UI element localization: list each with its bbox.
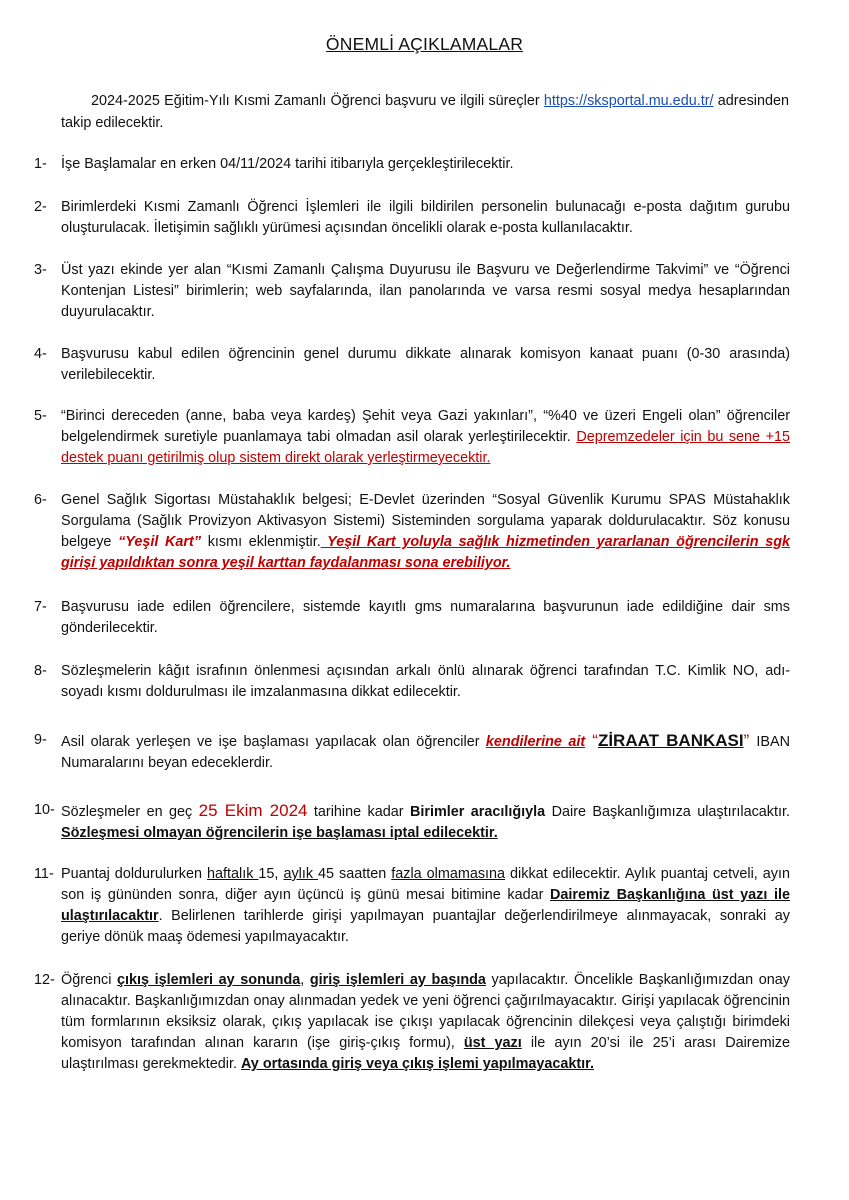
item-text: İşe Başlamalar en erken 04/11/2024 tarihi itibarıyla gerçekleştirilecektir. [61, 156, 514, 172]
list-item-11 [34, 864, 790, 948]
contract-warning: Sözleşmesi olmayan öğrencilerin işe başlaması iptal edilecektir. [61, 825, 498, 841]
list-item-8 [34, 661, 790, 703]
weekly-hours: 15, [258, 866, 284, 882]
list-item-9 [34, 730, 790, 774]
item-text-2: tarihine kadar [307, 804, 410, 820]
item-number: 6- [34, 492, 47, 508]
list-item-12 [34, 970, 790, 1075]
item-text: Puantaj doldurulurken [61, 866, 208, 882]
item-text: Genel Sağlık Sigortası Müstahaklık belgesi; E-Devlet üzerinden “Sosyal Güvenlik Kurumu SPAS Müstahaklık Sorgulama (Sağlık Provizyon Aktivasyon Sistemi) Sisteminden sorgulama yaparak doldurulacaktır. Söz konusu belgeye [61, 492, 790, 550]
item-text: Sözleşmeler en geç [61, 804, 199, 820]
quote-open: “ [585, 731, 598, 750]
item-number: 11- [34, 866, 54, 882]
item-number: 2- [34, 199, 47, 215]
list-item-7 [34, 597, 790, 639]
list-item-4 [34, 344, 790, 386]
item-number: 3- [34, 262, 47, 278]
item-text: Birimlerdeki Kısmi Zamanlı Öğrenci İşlemleri ile ilgili bildirilen personelin bulunacağı e-posta dağıtım gurubu oluşturulacak. İletişimin sağlıklı yürümesi açısından öncelikli olarak e-posta kullanılacaktır. [61, 199, 790, 236]
item-number: 1- [34, 156, 47, 172]
page-title: ÖNEMLİ AÇIKLAMALAR [325, 34, 524, 54]
submission-instruction: Dairemiz Başkanlığına üst yazı ile ulaştırılacaktır [61, 887, 790, 924]
intro-text: 2024-2025 Eğitim-Yılı Kısmi Zamanlı Öğrenci başvuru ve ilgili süreçler [91, 93, 544, 109]
item-text-2: kısmı eklenmiştir. [201, 534, 321, 550]
item-text-2: yapılacaktır. Öncelikle Başkanlığımızdan onay alınacaktır. Başkanlığımızdan onay alınmadan yedek ve yeni öğrenci çağırılmayacaktır. Girişi yapılacak öğrencinin tüm formlarının eksiksiz olarak, çıkış yapılacak ise çıkışı yapılacak öğrencinin dilekçesi veya çalıştığı birimdeki komisyon tarafından alınan kararın (işe giriş-çıkış formu), [61, 972, 790, 1051]
mid-month-warning: Ay ortasında giriş veya çıkış işlemi yapılmayacaktır. [240, 1056, 594, 1072]
item-text-3: ile ayın 20’si ile 25’i arası Dairemize ulaştırılması gerekmektedir. [61, 1035, 790, 1072]
list-item-6 [34, 490, 790, 574]
item-number: 4- [34, 346, 47, 362]
bank-name: ZİRAAT BANKASI [597, 731, 744, 750]
item-text: Öğrenci [61, 972, 118, 988]
entry-procedures: giriş işlemleri ay başında [309, 972, 486, 988]
list-item-3 [34, 260, 790, 323]
item-number: 8- [34, 663, 47, 679]
quote-close: ” [743, 731, 757, 750]
list-item-5 [34, 406, 790, 469]
green-card-note: Yeşil Kart yoluyla sağlık hizmetinden yararlanan öğrencilerin sgk girişi yapıldıktan sonra yeşil karttan faydalanması sona erebiliyor. [61, 534, 790, 571]
item-text: Üst yazı ekinde yer alan “Kısmi Zamanlı Çalışma Duyurusu ile Başvuru ve Değerlendirme Takvimi” ve “Öğrenci Kontenjan Listesi” birimlerin; web sayfalarında, ilan panolarında ve varsa resmi sosyal medya hesaplarından duyurulacaktır. [61, 262, 790, 320]
item-text: Başvurusu iade edilen öğrencilere, sistemde kayıtlı gms numaralarına başvurunun iade edildiğine dair sms gönderilecektir. [61, 599, 790, 636]
item-number: 12- [34, 972, 55, 988]
cover-letter: üst yazı [463, 1035, 522, 1051]
green-card-label: “Yeşil Kart” [118, 534, 202, 550]
intro-paragraph [61, 90, 789, 134]
via-units: Birimler aracılığıyla [409, 804, 546, 820]
item-text: Sözleşmelerin kâğıt israfının önlenmesi açısından arkalı önlü alınarak öğrenci tarafından T.C. Kimlik NO, adı-soyadı kısmı doldurulması ile imzalanmasına dikkat edilecektir. [61, 663, 790, 700]
portal-link[interactable]: https://sksportal.mu.edu.tr/ [543, 93, 714, 109]
deadline-date: 25 Ekim 2024 [198, 801, 308, 820]
item-number: 7- [34, 599, 47, 615]
separator: , [300, 972, 310, 988]
item-number: 5- [34, 408, 47, 424]
list-item-10 [34, 800, 790, 844]
monthly-hours: 45 saatten [318, 866, 392, 882]
list-item-2 [34, 197, 790, 239]
earthquake-note: Depremzedeler için bu sene +15 destek puanı getirilmiş olup sistem direkt olarak yerleştirmeyecektir. [61, 429, 790, 466]
intro-text-after: adresinden takip edilecektir. [61, 93, 789, 131]
item-text-3: . Belirlenen tarihlerde girişi yapılmayan puantajlar değerlendirilmeye alınmayacak, sonraki ay geriye dönük maaş ödemesi yapılmayacaktır. [61, 908, 790, 945]
item-text: “Birinci dereceden (anne, baba veya kardeş) Şehit veya Gazi yakınları”, “%40 ve üzeri Engeli olan” öğrenciler belgelendirmek suretiyle puanlamaya tabi olmadan asil olarak yerleştirilecektir. [61, 408, 790, 445]
item-text: Başvurusu kabul edilen öğrencinin genel durumu dikkate alınarak komisyon kanaat puanı (0-30 arasında) verilebilecektir. [61, 346, 790, 383]
item-text-3: Daire Başkanlığımıza ulaştırılacaktır. [545, 804, 790, 820]
monthly-label: aylık [283, 866, 319, 882]
list-item-1 [34, 154, 790, 175]
item-text-2: IBAN Numaralarını beyan edeceklerdir. [61, 734, 790, 771]
own-account-note: kendilerine ait [485, 734, 586, 750]
item-text-2: dikkat edilecektir. Aylık puantaj cetveli, ayın son iş gününden sonra, diğer ayın üçüncü iş günü mesai bitimine kadar [61, 866, 790, 903]
item-text: Asil olarak yerleşen ve işe başlaması yapılacak olan öğrenciler [61, 734, 486, 750]
item-number: 10- [34, 802, 55, 818]
weekly-label: haftalık [207, 866, 259, 882]
not-exceed-label: fazla olmamasına [391, 866, 506, 882]
exit-procedures: çıkış işlemleri ay sonunda [117, 972, 301, 988]
item-number: 9- [34, 732, 47, 748]
